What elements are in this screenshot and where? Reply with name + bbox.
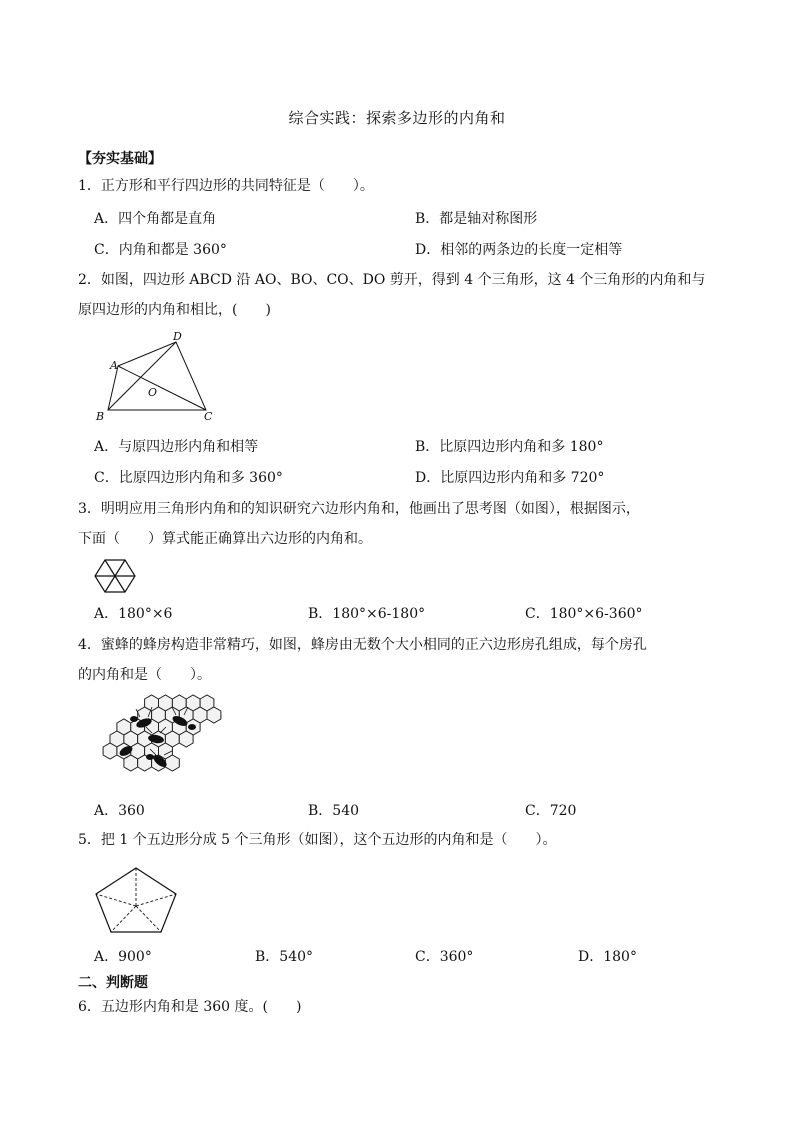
honeycomb-bees-image — [96, 693, 232, 787]
q2-option-a[interactable]: A．与原四边形内角和相等 — [94, 439, 259, 455]
question-6-text: 6．五边形内角和是 360 度。( ) — [78, 999, 302, 1015]
question-3-text-line1: 3．明明应用三角形内角和的知识研究六边形内角和，他画出了思考图（如图），根据图示， — [78, 501, 640, 517]
quadrilateral-outline — [108, 342, 206, 410]
label-a: A — [110, 359, 118, 372]
question-4-text-line1: 4．蜜蜂的蜂房构造非常精巧，如图，蜂房由无数个大小相同的正六边形房孔组成，每个房孔 — [78, 637, 647, 653]
question-2-text-line1: 2．如图，四边形 ABCD 沿 AO、BO、CO、DO 剪开，得到 4 个三角形，这 4 个三角形的内角和与 — [78, 272, 706, 288]
hexagon-figure — [94, 558, 136, 594]
q5-option-c[interactable]: C．360° — [415, 949, 474, 965]
label-b: B — [96, 410, 105, 423]
q5-option-a[interactable]: A．900° — [94, 949, 152, 965]
q3-option-b[interactable]: B．180°×6-180° — [308, 606, 426, 622]
honeycomb-cell — [179, 731, 193, 747]
q4-option-b[interactable]: B．540 — [308, 803, 360, 819]
section-heading-true-false: 二、判断题 — [78, 975, 148, 991]
q4-option-c[interactable]: C．720 — [525, 803, 577, 819]
q1-option-c[interactable]: C．内角和都是 360° — [94, 242, 227, 258]
q4-option-a[interactable]: A．360 — [94, 803, 145, 819]
q3-option-c[interactable]: C．180°×6-360° — [525, 606, 643, 622]
q1-option-b[interactable]: B．都是轴对称图形 — [415, 211, 538, 227]
diagonal-bd — [108, 342, 176, 410]
pentagon-figure — [94, 866, 178, 936]
q2-option-d[interactable]: D．比原四边形内角和多 720° — [415, 470, 605, 486]
question-4-text-line2: 的内角和是（ ）。 — [78, 667, 211, 683]
page-title: 综合实践：探索多边形的内角和 — [288, 109, 506, 127]
quadrilateral-abcd-figure — [90, 330, 220, 425]
diagonal-ac — [118, 366, 206, 410]
q5-option-d[interactable]: D．180° — [578, 949, 637, 965]
question-3-text-line2: 下面（ ）算式能正确算出六边形的内角和。 — [78, 531, 372, 547]
honeycomb-cell — [124, 755, 138, 771]
q3-option-a[interactable]: A．180°×6 — [94, 606, 173, 622]
honeycomb-cell — [103, 743, 117, 759]
question-1-text: 1．正方形和平行四边形的共同特征是（ ）。 — [78, 178, 374, 194]
q5-option-b[interactable]: B．540° — [255, 949, 314, 965]
honeycomb-cell — [165, 755, 179, 771]
q1-option-d[interactable]: D．相邻的两条边的长度一定相等 — [415, 242, 623, 258]
label-c: C — [204, 410, 213, 423]
question-5-text: 5．把 1 个五边形分成 5 个三角形（如图），这个五边形的内角和是（ ）。 — [78, 832, 557, 848]
label-o: O — [148, 386, 158, 399]
honeycomb-cell — [207, 707, 221, 723]
q2-option-b[interactable]: B．比原四边形内角和多 180° — [415, 439, 604, 455]
label-d: D — [173, 330, 182, 343]
q2-option-c[interactable]: C．比原四边形内角和多 360° — [94, 470, 283, 486]
question-2-text-line2: 原四边形的内角和相比，( ) — [78, 302, 271, 318]
q1-option-a[interactable]: A．四个角都是直角 — [94, 211, 217, 227]
section-heading-basics: 【夯实基础】 — [78, 151, 162, 167]
